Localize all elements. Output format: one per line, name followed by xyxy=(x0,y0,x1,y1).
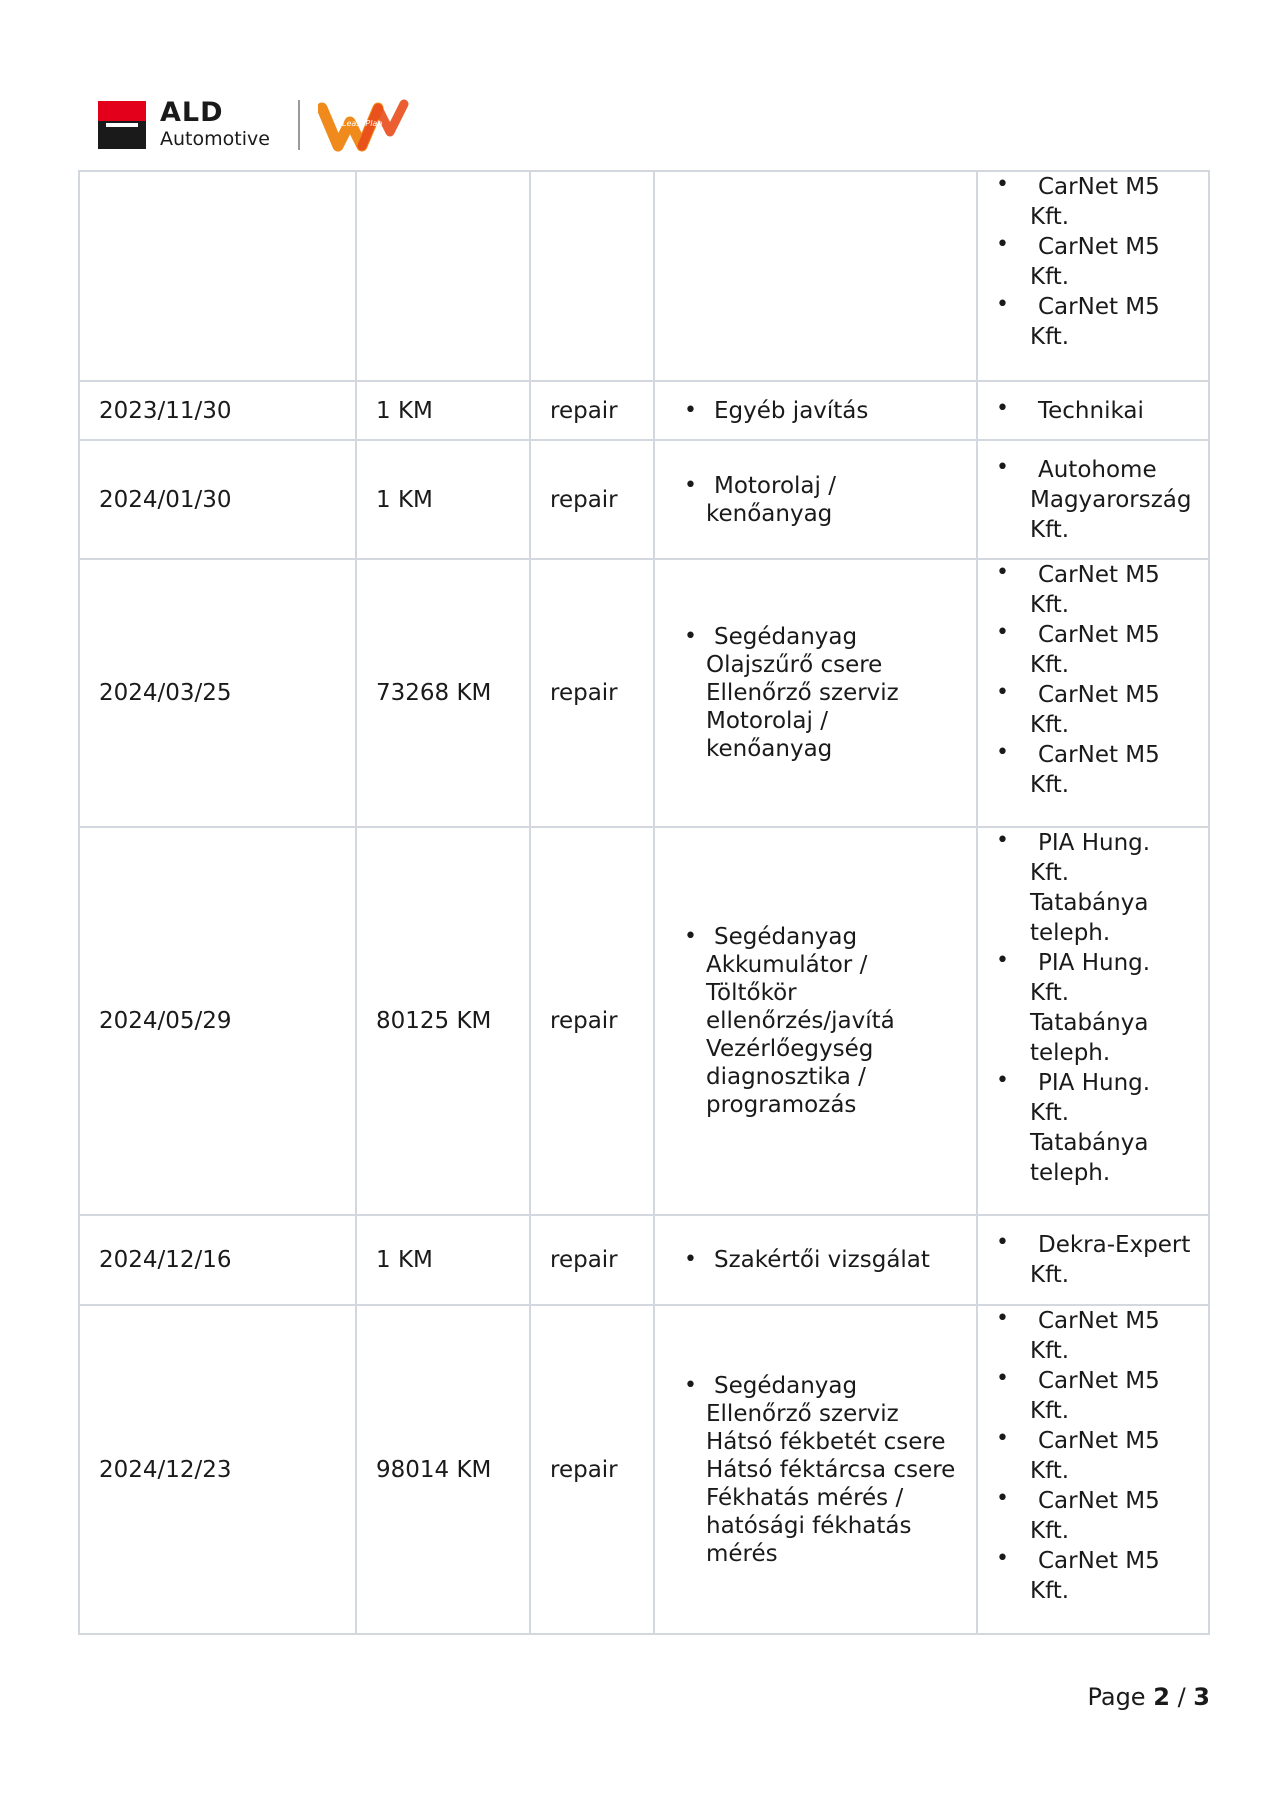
cell-date: 2024/12/23 xyxy=(79,1305,356,1634)
leaseplan-logo xyxy=(318,96,410,152)
description-line: Ellenőrző szerviz xyxy=(706,680,899,706)
cell-description xyxy=(654,559,977,827)
provider-line: Kft. xyxy=(1030,204,1070,230)
ald-logo-mark xyxy=(98,101,146,149)
total-pages: 3 xyxy=(1193,1683,1210,1711)
description-item xyxy=(674,1372,964,1568)
description-line: • Segédanyag xyxy=(674,923,964,951)
table-row xyxy=(79,1305,1209,1634)
description-line: Ellenőrző szerviz xyxy=(706,1400,899,1427)
provider-line: teleph. xyxy=(1030,1040,1111,1066)
table-row xyxy=(79,440,1209,559)
table-body xyxy=(79,171,1209,1634)
description-line: • Szakértői vizsgálat xyxy=(674,1246,964,1274)
cell-date: 2023/11/30 xyxy=(79,381,356,440)
description-line: ellenőrzés/javítá xyxy=(706,1008,895,1034)
description-line: Töltőkör xyxy=(706,980,797,1006)
cell-mileage: 98014 KM xyxy=(356,1305,530,1634)
page-header xyxy=(98,98,438,154)
brand-name: ALD xyxy=(160,97,224,128)
provider-line: • CarNet M5 xyxy=(990,292,1200,322)
description-line: Motorolaj / xyxy=(706,708,828,734)
provider-item xyxy=(990,1366,1200,1426)
provider-item xyxy=(990,620,1200,680)
description-line: • Egyéb javítás xyxy=(674,397,964,425)
cell-mileage: 73268 KM xyxy=(356,559,530,827)
provider-line: Kft. xyxy=(1030,1458,1070,1484)
cell-provider xyxy=(977,559,1209,827)
description-line: programozás xyxy=(706,1092,857,1118)
provider-line: teleph. xyxy=(1030,920,1111,946)
provider-line: Kft. xyxy=(1030,980,1070,1006)
description-item xyxy=(674,923,964,1119)
provider-line: Kft. xyxy=(1030,1262,1070,1288)
page-label: Page xyxy=(1087,1683,1146,1711)
provider-line: Tatabánya xyxy=(1030,1130,1149,1156)
provider-item xyxy=(990,455,1200,545)
provider-item xyxy=(990,560,1200,620)
provider-line: Kft. xyxy=(1030,324,1070,350)
cell-description xyxy=(654,381,977,440)
provider-line: • PIA Hung. xyxy=(990,948,1200,978)
provider-line: Kft. xyxy=(1030,772,1070,798)
cell-description xyxy=(654,1305,977,1634)
cell-type xyxy=(530,171,654,381)
cell-type: repair xyxy=(530,559,654,827)
provider-line: Kft. xyxy=(1030,712,1070,738)
provider-line: Kft. xyxy=(1030,1398,1070,1424)
provider-line: Kft. xyxy=(1030,1100,1070,1126)
provider-item xyxy=(990,172,1200,232)
description-line: hatósági fékhatás xyxy=(706,1512,912,1539)
cell-date xyxy=(79,171,356,381)
cell-type: repair xyxy=(530,1305,654,1634)
provider-line: • CarNet M5 xyxy=(990,1486,1200,1516)
provider-line: Kft. xyxy=(1030,860,1070,886)
description-line: kenőanyag xyxy=(706,736,833,762)
provider-line: Kft. xyxy=(1030,652,1070,678)
provider-line: Kft. xyxy=(1030,1338,1070,1364)
description-line: • Segédanyag xyxy=(674,1372,964,1400)
provider-line: Kft. xyxy=(1030,516,1070,543)
cell-provider xyxy=(977,440,1209,559)
table-row xyxy=(79,1215,1209,1305)
table-row xyxy=(79,381,1209,440)
cell-provider xyxy=(977,1215,1209,1305)
provider-line: • Dekra-Expert xyxy=(990,1230,1200,1260)
provider-line: • CarNet M5 xyxy=(990,172,1200,202)
cell-mileage: 1 KM xyxy=(356,1215,530,1305)
page-number xyxy=(1087,1683,1210,1711)
description-line: Olajszűrő csere xyxy=(706,652,883,678)
description-item xyxy=(674,472,964,528)
provider-line: • CarNet M5 xyxy=(990,560,1200,590)
description-line: kenőanyag xyxy=(706,500,833,527)
svg-text:LeasePlan: LeasePlan xyxy=(342,119,383,128)
cell-date: 2024/01/30 xyxy=(79,440,356,559)
cell-type: repair xyxy=(530,827,654,1215)
cell-provider xyxy=(977,171,1209,381)
cell-date: 2024/12/16 xyxy=(79,1215,356,1305)
provider-line: Kft. xyxy=(1030,592,1070,618)
current-page: 2 xyxy=(1153,1683,1170,1711)
provider-line: • PIA Hung. xyxy=(990,828,1200,858)
provider-item xyxy=(990,232,1200,292)
provider-line: • PIA Hung. xyxy=(990,1068,1200,1098)
provider-item xyxy=(990,1230,1200,1290)
provider-item xyxy=(990,828,1200,948)
provider-item xyxy=(990,680,1200,740)
provider-item xyxy=(990,1068,1200,1188)
provider-item xyxy=(990,948,1200,1068)
cell-type: repair xyxy=(530,440,654,559)
provider-line: Magyarország xyxy=(1030,486,1192,513)
cell-description xyxy=(654,827,977,1215)
cell-description xyxy=(654,171,977,381)
cell-mileage: 1 KM xyxy=(356,440,530,559)
page-separator: / xyxy=(1177,1683,1186,1711)
cell-mileage: 1 KM xyxy=(356,381,530,440)
cell-mileage: 80125 KM xyxy=(356,827,530,1215)
provider-item xyxy=(990,292,1200,352)
provider-item xyxy=(990,1546,1200,1606)
provider-line: Kft. xyxy=(1030,264,1070,290)
description-line: mérés xyxy=(706,1540,778,1567)
provider-line: Kft. xyxy=(1030,1518,1070,1544)
description-line: • Motorolaj / xyxy=(674,472,964,500)
provider-line: • CarNet M5 xyxy=(990,680,1200,710)
table-row xyxy=(79,559,1209,827)
provider-item xyxy=(990,1426,1200,1486)
description-line: • Segédanyag xyxy=(674,623,964,651)
cell-date: 2024/03/25 xyxy=(79,559,356,827)
provider-line: Kft. xyxy=(1030,1578,1070,1604)
cell-provider xyxy=(977,1305,1209,1634)
cell-provider xyxy=(977,381,1209,440)
cell-description xyxy=(654,440,977,559)
table-row xyxy=(79,171,1209,381)
description-item xyxy=(674,1246,964,1274)
provider-line: Tatabánya xyxy=(1030,1010,1149,1036)
description-item xyxy=(674,623,964,763)
description-line: Hátsó fékbetét csere xyxy=(706,1428,946,1455)
provider-item xyxy=(990,396,1200,426)
description-line: Hátsó féktárcsa csere xyxy=(706,1456,956,1483)
provider-item xyxy=(990,740,1200,800)
provider-line: • CarNet M5 xyxy=(990,232,1200,262)
provider-line: teleph. xyxy=(1030,1160,1111,1186)
provider-line: • CarNet M5 xyxy=(990,1366,1200,1396)
description-line: Fékhatás mérés / xyxy=(706,1484,904,1511)
cell-mileage xyxy=(356,171,530,381)
provider-line: • Autohome xyxy=(990,455,1200,485)
description-item xyxy=(674,397,964,425)
logo-divider xyxy=(298,100,300,150)
provider-item xyxy=(990,1486,1200,1546)
provider-line: • CarNet M5 xyxy=(990,1426,1200,1456)
provider-line: • CarNet M5 xyxy=(990,740,1200,770)
provider-line: • CarNet M5 xyxy=(990,1546,1200,1576)
description-line: diagnosztika / xyxy=(706,1064,866,1090)
cell-description xyxy=(654,1215,977,1305)
provider-line: • CarNet M5 xyxy=(990,1306,1200,1336)
provider-item xyxy=(990,1306,1200,1366)
provider-line: • CarNet M5 xyxy=(990,620,1200,650)
brand-subtitle: Automotive xyxy=(160,128,270,150)
cell-provider xyxy=(977,827,1209,1215)
table-row xyxy=(79,827,1209,1215)
cell-type: repair xyxy=(530,1215,654,1305)
cell-type: repair xyxy=(530,381,654,440)
service-history-table xyxy=(78,170,1210,1635)
description-line: Akkumulátor / xyxy=(706,952,868,978)
provider-line: Tatabánya xyxy=(1030,890,1149,916)
provider-line: • Technikai xyxy=(990,396,1200,426)
description-line: Vezérlőegység xyxy=(706,1036,874,1062)
cell-date: 2024/05/29 xyxy=(79,827,356,1215)
